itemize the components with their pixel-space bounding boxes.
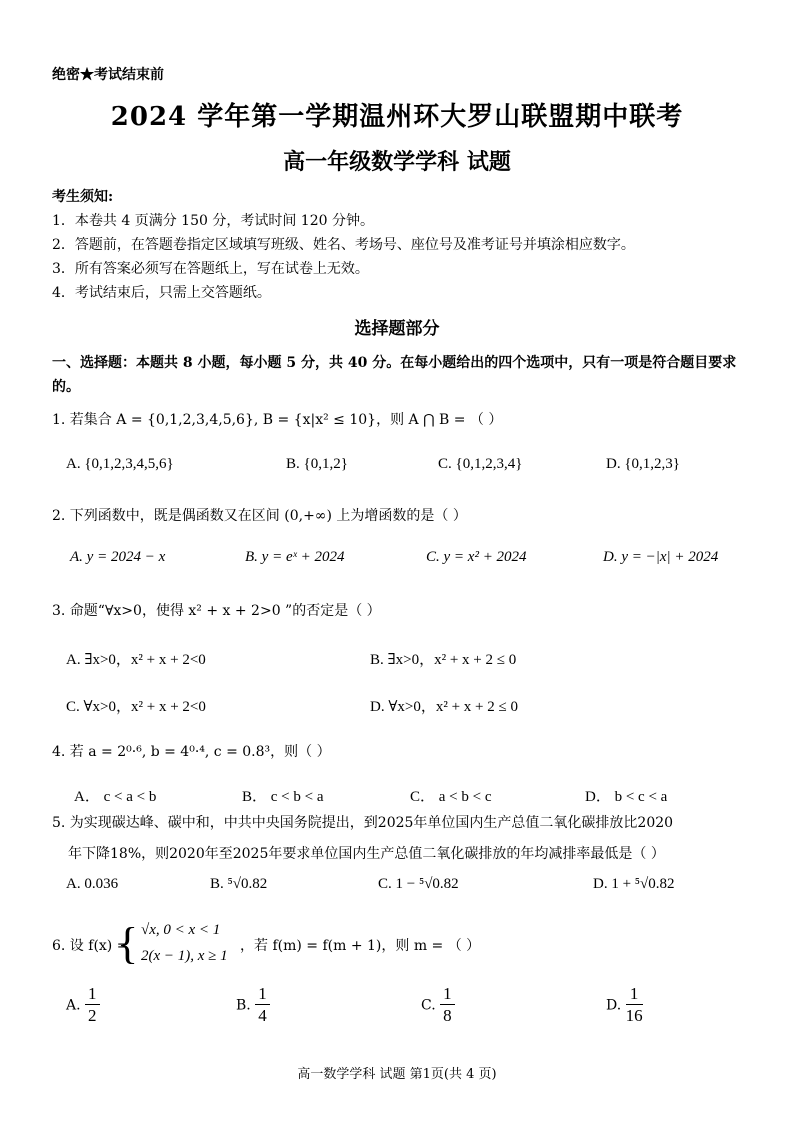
question-3-option-c: C. ∀x>0，x² + x + 2<0 (66, 699, 206, 715)
question-6-option-b (236, 984, 270, 1027)
piecewise-case-2: 2(x − 1), x ≥ 1 (141, 948, 228, 964)
question-6-option-c (421, 984, 455, 1027)
numerator: 1 (255, 984, 270, 1005)
question-3-stem: 3. 命题“∀x>0，使得 x² + x + 2>0 ”的否定是（ ） (52, 603, 381, 619)
question-3-option-b: B. ∃x>0，x² + x + 2 ≤ 0 (370, 652, 517, 668)
question-4-option-b: B． c < b < a (242, 789, 324, 805)
notes-heading: 考生须知: (52, 189, 114, 205)
fraction (85, 984, 100, 1027)
note-item: 2．答题前，在答题卷指定区域填写班级、姓名、考场号、座位号及准考证号并填涂相应数字。 (52, 237, 635, 253)
option-letter: A. (66, 997, 81, 1014)
question-1-stem: 1. 若集合 A = {0,1,2,3,4,5,6}, B = {x|x² ≤ 10}，则 A ⋂ B = （ ） (52, 412, 503, 428)
fraction (626, 984, 643, 1027)
exam-title: 2024 学年第一学期温州环大罗山联盟期中联考 (110, 102, 684, 132)
question-1-option-c: C. {0,1,2,3,4} (438, 456, 523, 472)
denominator: 16 (625, 1006, 643, 1025)
denominator: 4 (258, 1006, 267, 1025)
fraction (440, 984, 455, 1027)
fraction (255, 984, 270, 1027)
part-instructions: 一、选择题：本题共 8 小题，每小题 5 分，共 40 分。在每小题给出的四个选项中，只有一项是符合题目要求的。 (52, 355, 737, 395)
numerator: 1 (440, 984, 455, 1005)
question-5-stem-line2: 年下降18%，则2020年至2025年要求单位国内生产总值二氧化碳排放的年均减排率最低是（ ） (68, 846, 665, 862)
question-6-option-a (66, 984, 100, 1027)
question-3-option-d: D. ∀x>0，x² + x + 2 ≤ 0 (370, 699, 518, 715)
question-5-option-d: D. 1 + ⁵√0.82 (593, 876, 675, 892)
note-item: 4．考试结束后，只需上交答题纸。 (52, 285, 271, 301)
question-3-option-a: A. ∃x>0，x² + x + 2<0 (66, 652, 206, 668)
question-1-option-b: B. {0,1,2} (286, 456, 348, 472)
question-2-option-a: A. y = 2024 − x (70, 549, 166, 565)
confidential-label: 绝密★考试结束前 (52, 67, 164, 83)
note-item: 3．所有答案必须写在答题纸上，写在试卷上无效。 (52, 261, 369, 277)
denominator: 2 (88, 1006, 97, 1025)
question-5-option-c: C. 1 − ⁵√0.82 (378, 876, 459, 892)
option-letter: B. (236, 997, 251, 1014)
numerator: 1 (85, 984, 100, 1005)
section-title: 选择题部分 (354, 319, 440, 339)
question-5-option-a: A. 0.036 (66, 876, 119, 892)
question-6-stem-prefix: 6. 设 f(x) = (52, 938, 129, 954)
option-letter: C. (421, 997, 436, 1014)
question-5-stem-line1: 5. 为实现碳达峰、碳中和，中共中央国务院提出，到2025年单位国内生产总值二氧化碳排放比2020 (52, 815, 674, 831)
question-2-option-b: B. y = eˣ + 2024 (245, 549, 345, 565)
question-6-stem-suffix: ，若 f(m) = f(m + 1)，则 m = （ ） (240, 938, 481, 954)
question-4-option-c: C． a < b < c (410, 789, 492, 805)
question-2-option-d: D. y = −|x| + 2024 (603, 549, 719, 565)
page-footer: 高一数学学科 试题 第1页(共 4 页) (297, 1067, 497, 1082)
question-1-option-a: A. {0,1,2,3,4,5,6} (66, 456, 174, 472)
piecewise-case-1: √x, 0 < x < 1 (141, 922, 221, 938)
question-2-option-c: C. y = x² + 2024 (426, 549, 527, 565)
exam-subtitle: 高一年级数学学科 试题 (283, 149, 511, 175)
option-letter: D. (606, 997, 622, 1014)
question-2-stem: 2. 下列函数中，既是偶函数又在区间 (0,+∞) 上为增函数的是（ ） (52, 508, 467, 524)
question-6-option-d (606, 984, 643, 1027)
question-4-option-d: D． b < c < a (585, 789, 668, 805)
question-4-option-a: A． c < a < b (74, 789, 157, 805)
piecewise-brace: { (117, 919, 139, 968)
note-item: 1．本卷共 4 页满分 150 分，考试时间 120 分钟。 (52, 213, 374, 229)
question-4-stem: 4. 若 a = 2⁰·⁶, b = 4⁰·⁴, c = 0.8³，则（ ） (52, 744, 331, 760)
question-5-option-b: B. ⁵√0.82 (210, 876, 268, 892)
question-1-option-d: D. {0,1,2,3} (606, 456, 680, 472)
denominator: 8 (443, 1006, 452, 1025)
numerator: 1 (626, 984, 643, 1005)
